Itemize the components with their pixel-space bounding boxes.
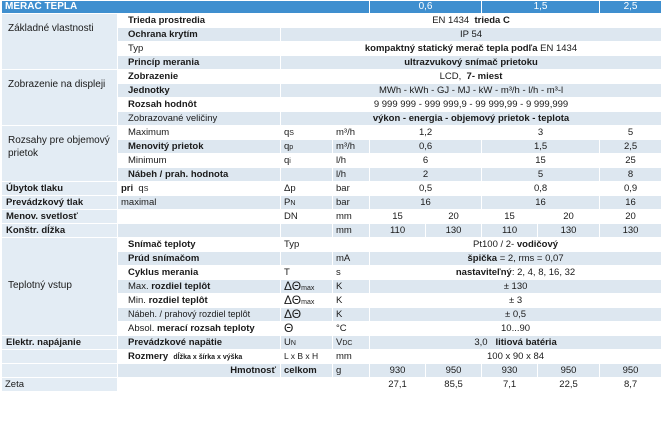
row-label: Snímač teploty — [118, 238, 281, 252]
symbol-cell: T — [281, 266, 333, 280]
row-label: Prúd snímačom — [118, 252, 281, 266]
row-label-nominal-diameter: Menov. svetlosť — [2, 210, 118, 224]
group-label-display: Zobrazenie na displeji — [2, 70, 118, 126]
row-label-operating-pressure: Prevádzkový tlak — [2, 196, 118, 210]
symbol-cell: Typ — [281, 238, 333, 252]
unit-cell: K — [333, 280, 370, 294]
row-value: LCD, 7- miest — [281, 70, 662, 84]
value-cell: 16 — [600, 196, 662, 210]
row-value: kompaktný statický merač tepla podľa EN 1434 — [281, 42, 662, 56]
table-title: MERAČ TEPLA — [2, 1, 370, 14]
row-label-pressure-loss: Úbytok tlaku — [2, 182, 118, 196]
value-cell: 25 — [600, 154, 662, 168]
value-cell: 3 — [482, 126, 600, 140]
symbol-cell: ΔΘ — [281, 308, 333, 322]
row-value: ± 0,5 — [370, 308, 662, 322]
value-cell: 130 — [426, 224, 482, 238]
value-cell: 7,1 — [482, 378, 538, 392]
row-label: Rozmery dĺžka x šírka x výška — [118, 350, 281, 364]
row-value: ± 3 — [370, 294, 662, 308]
value-cell: 130 — [600, 224, 662, 238]
unit-cell: bar — [333, 182, 370, 196]
row-label: Min. rozdiel teplôt — [118, 294, 281, 308]
group-label-temperature: Teplotný vstup — [2, 238, 118, 336]
unit-cell: l/h — [333, 154, 370, 168]
symbol-cell: DN — [281, 210, 333, 224]
row-label: Rozsah hodnôt — [118, 98, 281, 112]
row-label-electrical: Elektr. napájanie — [2, 336, 118, 350]
row-label: Cyklus merania — [118, 266, 281, 280]
row-label: Prevádzkové napätie — [118, 336, 281, 350]
row-label: Zobrazované veličiny — [118, 112, 281, 126]
symbol-cell: ΔΘmax — [281, 294, 333, 308]
row-value: Pt100 / 2- vodičový — [370, 238, 662, 252]
row-label: Jednotky — [118, 84, 281, 98]
heat-meter-spec-table — [1, 0, 662, 392]
row-value: EN 1434 trieda C — [281, 14, 662, 28]
unit-cell: mA — [333, 252, 370, 266]
value-cell: 2,5 — [600, 140, 662, 154]
value-cell: 15 — [482, 210, 538, 224]
row-label: Typ — [118, 42, 281, 56]
value-cell: 16 — [482, 196, 600, 210]
symbol-cell: Θ — [281, 322, 333, 336]
unit-cell: VDC — [333, 336, 370, 350]
row-label: Absol. merací rozsah teploty — [118, 322, 281, 336]
row-label: Zobrazenie — [118, 70, 281, 84]
value-cell: 5 — [482, 168, 600, 182]
value-cell: 130 — [538, 224, 600, 238]
value-cell: 85,5 — [426, 378, 482, 392]
row-label: Maximum — [118, 126, 281, 140]
row-label: Minimum — [118, 154, 281, 168]
row-label: Trieda prostredia — [118, 14, 281, 28]
row-label: pri qS — [118, 182, 281, 196]
value-cell: 6 — [370, 154, 482, 168]
row-label: Menovitý prietok — [118, 140, 281, 154]
symbol-cell: ΔΘmax — [281, 280, 333, 294]
symbol-cell: L x B x H — [281, 350, 333, 364]
unit-cell: mm — [333, 224, 370, 238]
size-column-header: 0,6 — [370, 1, 482, 14]
row-label-zeta: Zeta — [2, 378, 118, 392]
value-cell: 0,5 — [370, 182, 482, 196]
row-value: IP 54 — [281, 28, 662, 42]
unit-cell: K — [333, 294, 370, 308]
row-value: 100 x 90 x 84 — [370, 350, 662, 364]
row-value: výkon - energia - objemový prietok - teplota — [281, 112, 662, 126]
value-cell: 5 — [600, 126, 662, 140]
symbol-cell: PN — [281, 196, 333, 210]
unit-cell: K — [333, 308, 370, 322]
unit-cell: m³/h — [333, 126, 370, 140]
unit-cell: °C — [333, 322, 370, 336]
row-label: Max. rozdiel teplôt — [118, 280, 281, 294]
value-cell: 950 — [600, 364, 662, 378]
value-cell: 20 — [600, 210, 662, 224]
header-row — [2, 1, 662, 14]
value-cell: 15 — [482, 154, 600, 168]
row-label: Princíp merania — [118, 56, 281, 70]
size-column-header: 2,5 — [600, 1, 662, 14]
row-label-length: Konštr. dĺžka — [2, 224, 118, 238]
unit-cell: bar — [333, 196, 370, 210]
symbol-cell: qi — [281, 154, 333, 168]
unit-cell: l/h — [333, 168, 370, 182]
unit-cell: s — [333, 266, 370, 280]
row-value: špička = 2, rms = 0,07 — [370, 252, 662, 266]
row-value: MWh - kWh - GJ - MJ - kW - m³/h - l/h - m³-l — [281, 84, 662, 98]
row-value: ultrazvukový snímač prietoku — [281, 56, 662, 70]
size-column-header: 1,5 — [482, 1, 600, 14]
value-cell: 27,1 — [370, 378, 426, 392]
unit-cell: mm — [333, 210, 370, 224]
value-cell: 22,5 — [538, 378, 600, 392]
row-label: Nábeh. / prahový rozdiel teplôt — [118, 308, 281, 322]
group-label-general: Základné vlastnosti — [2, 14, 118, 70]
value-cell: 930 — [370, 364, 426, 378]
value-cell: 1,2 — [370, 126, 482, 140]
value-cell: 110 — [370, 224, 426, 238]
value-cell: 16 — [370, 196, 482, 210]
value-cell: 2 — [370, 168, 482, 182]
row-label: Nábeh / prah. hodnota — [118, 168, 281, 182]
value-cell: 8,7 — [600, 378, 662, 392]
value-cell: 1,5 — [482, 140, 600, 154]
row-value: 9 999 999 - 999 999,9 - 99 999,99 - 9 999,999 — [281, 98, 662, 112]
value-cell: 950 — [426, 364, 482, 378]
unit-cell: g — [333, 364, 370, 378]
group-label-flow: Rozsahy pre objemový prietok — [2, 126, 118, 182]
row-sublabel: maximal — [118, 196, 281, 210]
value-cell: 0,8 — [482, 182, 600, 196]
value-cell: 20 — [538, 210, 600, 224]
row-value: ± 130 — [370, 280, 662, 294]
symbol-cell: celkom — [281, 364, 333, 378]
row-value: 10...90 — [370, 322, 662, 336]
value-cell: 20 — [426, 210, 482, 224]
value-cell: 15 — [370, 210, 426, 224]
value-cell: 0,6 — [370, 140, 482, 154]
value-cell: 8 — [600, 168, 662, 182]
symbol-cell: qS — [281, 126, 333, 140]
symbol-cell: qp — [281, 140, 333, 154]
value-cell: 930 — [482, 364, 538, 378]
symbol-cell: Δp — [281, 182, 333, 196]
value-cell: 950 — [538, 364, 600, 378]
row-value: 3,0 litiová batéria — [370, 336, 662, 350]
value-cell: 110 — [482, 224, 538, 238]
value-cell: 0,9 — [600, 182, 662, 196]
unit-cell: m³/h — [333, 140, 370, 154]
symbol-cell: UN — [281, 336, 333, 350]
row-label: Hmotnosť — [118, 364, 281, 378]
symbol-cell — [281, 168, 333, 182]
row-value: nastaviteľný: 2, 4, 8, 16, 32 — [370, 266, 662, 280]
row-label: Ochrana krytím — [118, 28, 281, 42]
unit-cell: mm — [333, 350, 370, 364]
